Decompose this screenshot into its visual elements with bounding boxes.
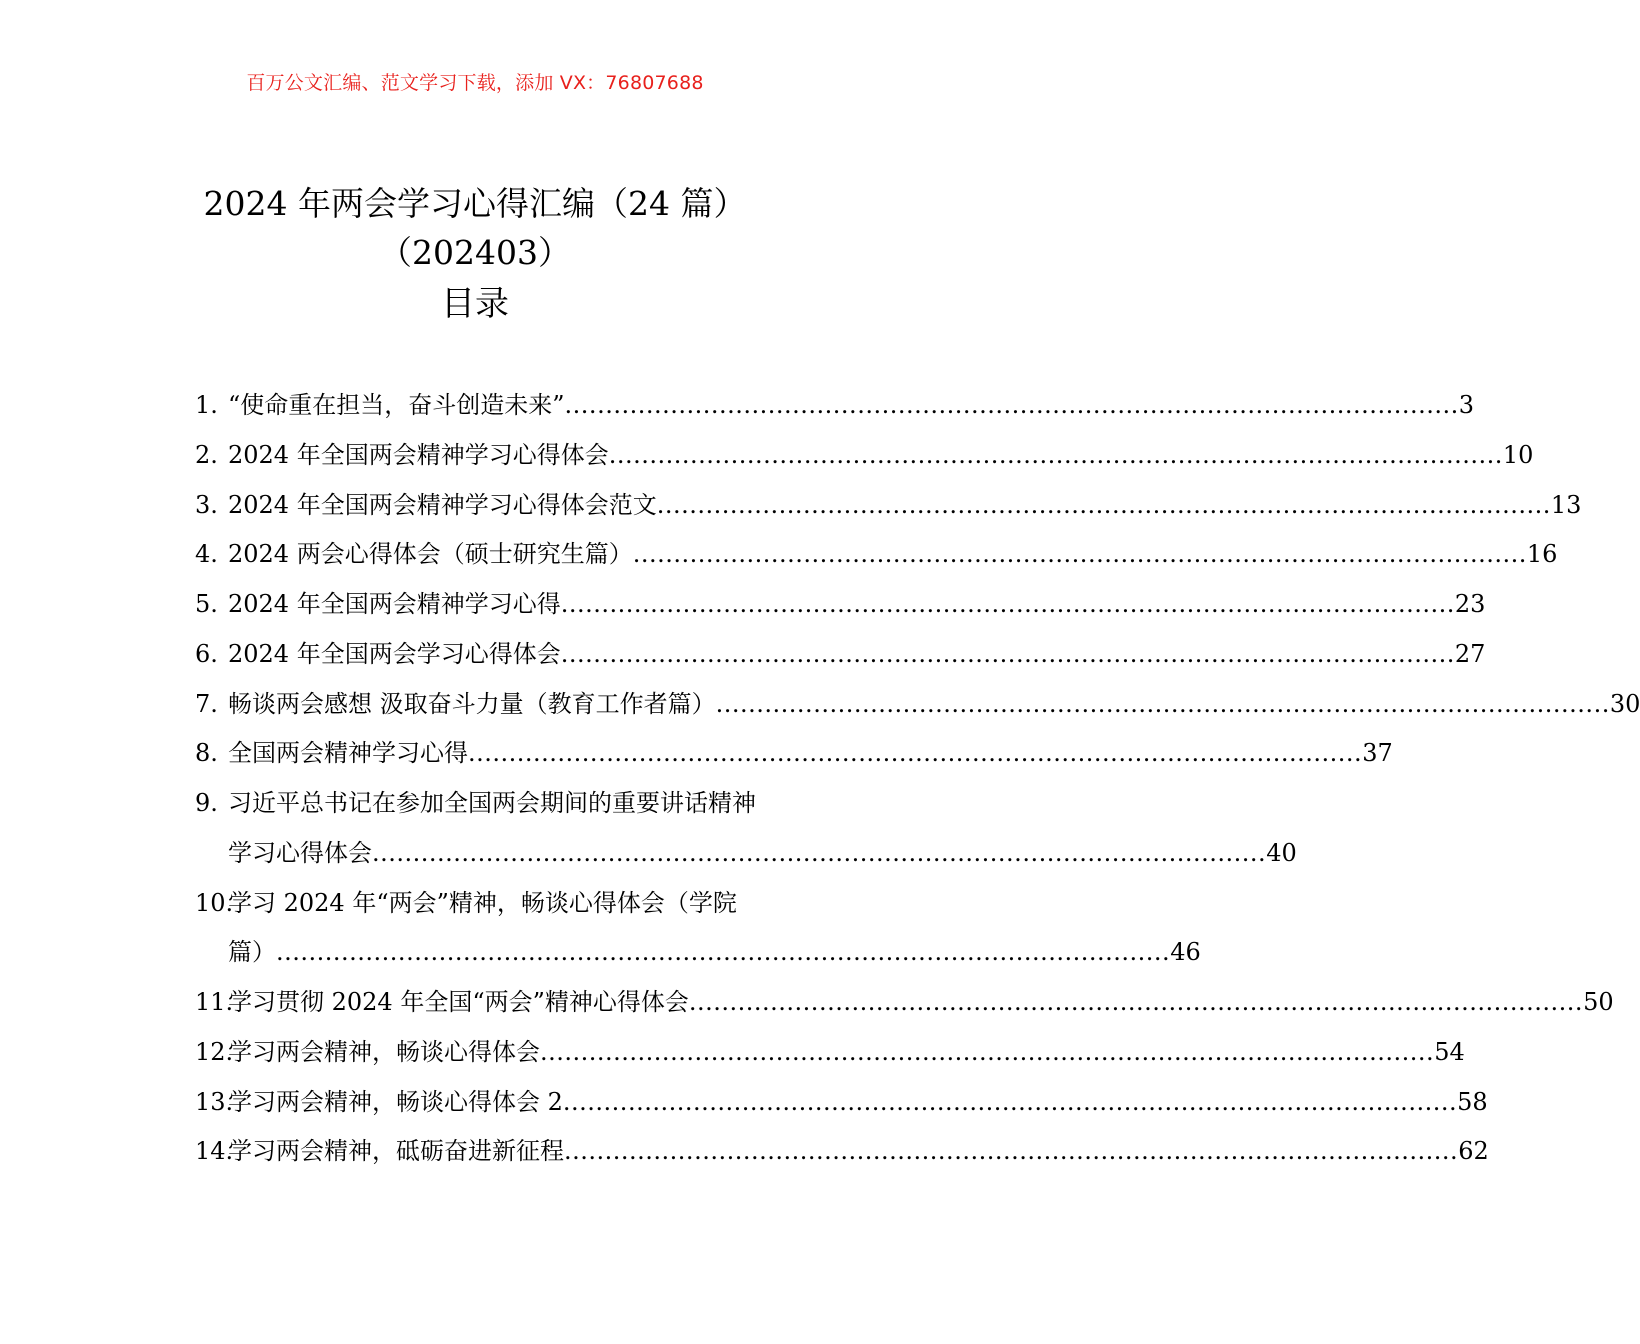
toc-item-title: 2024 年全国两会精神学习心得 [228, 590, 561, 618]
toc-item-page: 58 [1457, 1088, 1488, 1116]
toc-item-page: 54 [1434, 1038, 1465, 1066]
toc-item[interactable]: 4. 2024 两会心得体会（硕士研究生篇） .............................................................................................................. 16 [0, 529, 950, 579]
toc-item[interactable]: 12. 学习两会精神，畅谈心得体会 .............................................................................................................. 54 [0, 1027, 950, 1077]
toc-item-title: 2024 年全国两会精神学习心得体会 [228, 441, 609, 469]
toc-item-number: 8. [195, 739, 218, 767]
toc-item-number: 13. [195, 1088, 234, 1116]
toc-item[interactable]: 14. 学习两会精神，砥砺奋进新征程 .............................................................................................................. 62 [0, 1126, 950, 1176]
toc-item-page: 62 [1458, 1137, 1489, 1165]
toc-item-title: 学习两会精神，畅谈心得体会 [228, 1038, 540, 1066]
toc-item-page: 3 [1458, 391, 1475, 419]
toc-item-page: 16 [1526, 540, 1558, 568]
toc-item-page: 37 [1362, 739, 1393, 767]
toc-item[interactable]: 13. 学习两会精神，畅谈心得体会 2 .............................................................................................................. 58 [0, 1077, 950, 1127]
toc-item[interactable]: 8. 全国两会精神学习心得 .............................................................................................................. 37 [0, 728, 950, 778]
toc-item-page: 40 [1266, 839, 1297, 867]
toc-item-number: 9. [195, 789, 218, 817]
toc-item-title: 全国两会精神学习心得 [228, 739, 468, 767]
toc-item-title: 2024 年全国两会学习心得体会 [228, 640, 561, 668]
toc-item-number: 14. [195, 1137, 234, 1165]
toc-item-title: 畅谈两会感想 汲取奋斗力量（教育工作者篇） [228, 690, 716, 718]
toc-item-title: “使命重在担当，奋斗创造未来” [228, 391, 565, 419]
toc-item[interactable]: 7. 畅谈两会感想 汲取奋斗力量（教育工作者篇） .............................................................................................................. 30 [0, 679, 950, 729]
toc-item-number: 12. [195, 1038, 234, 1066]
document-date: （202403） [379, 233, 571, 272]
toc-item[interactable]: 6. 2024 年全国两会学习心得体会 .............................................................................................................. 27 [0, 629, 950, 679]
toc-item-page: 23 [1454, 590, 1486, 618]
toc-item[interactable]: 1. “使命重在担当，奋斗创造未来” .............................................................................................................. 3 [0, 380, 950, 430]
toc-item[interactable] [0, 778, 950, 828]
toc-item-title: 学习心得体会 [228, 839, 372, 867]
toc-item-number: 1. [195, 391, 218, 419]
toc-item-page: 46 [1170, 938, 1201, 966]
toc-item-continuation[interactable]: 学习心得体会 .............................................................................................................. 40 [0, 828, 950, 878]
toc-heading: 目录 [441, 284, 509, 324]
toc-item-page: 50 [1583, 988, 1614, 1016]
toc-item-title-line1: 学习 2024 年“两会”精神，畅谈心得体会（学院 [228, 889, 737, 917]
toc-item-title: 2024 两会心得体会（硕士研究生篇） [228, 540, 633, 568]
toc-item-number: 10. [195, 889, 234, 917]
toc-item-page: 13 [1550, 491, 1582, 519]
toc-item-number: 7. [195, 690, 218, 718]
toc-item[interactable]: 2. 2024 年全国两会精神学习心得体会 .............................................................................................................. 10 [0, 430, 950, 480]
toc-item-title: 篇） [228, 938, 276, 966]
toc-item[interactable] [0, 878, 950, 928]
toc-item[interactable]: 5. 2024 年全国两会精神学习心得 .............................................................................................................. 23 [0, 579, 950, 629]
toc-item[interactable]: 11. 学习贯彻 2024 年全国“两会”精神心得体会 .............................................................................................................. 50 [0, 977, 950, 1027]
toc-item-title: 学习两会精神，砥砺奋进新征程 [228, 1137, 564, 1165]
toc-item-number: 3. [195, 491, 218, 519]
toc-item[interactable]: 3. 2024 年全国两会精神学习心得体会范文 .............................................................................................................. 13 [0, 480, 950, 530]
toc-item-page: 27 [1454, 640, 1486, 668]
toc-item-number: 6. [195, 640, 218, 668]
toc-item-title: 学习两会精神，畅谈心得体会 2 [228, 1088, 563, 1116]
toc-item-number: 5. [195, 590, 218, 618]
toc-item-number: 2. [195, 441, 218, 469]
toc-item-title: 2024 年全国两会精神学习心得体会范文 [228, 491, 657, 519]
toc-item-title-line1: 习近平总书记在参加全国两会期间的重要讲话精神 [228, 789, 756, 817]
toc-item-number: 4. [195, 540, 218, 568]
toc-item-continuation[interactable]: 篇） .............................................................................................................. 46 [0, 927, 950, 977]
toc-item-page: 10 [1502, 441, 1534, 469]
watermark-text: 百万公文汇编、范文学习下载，添加 VX：76807688 [246, 72, 704, 94]
toc-item-title: 学习贯彻 2024 年全国“两会”精神心得体会 [228, 988, 689, 1016]
toc-item-number: 11. [195, 988, 234, 1016]
toc-item-page: 30 [1609, 690, 1640, 718]
document-title: 2024 年两会学习心得汇编（24 篇） [203, 184, 747, 223]
